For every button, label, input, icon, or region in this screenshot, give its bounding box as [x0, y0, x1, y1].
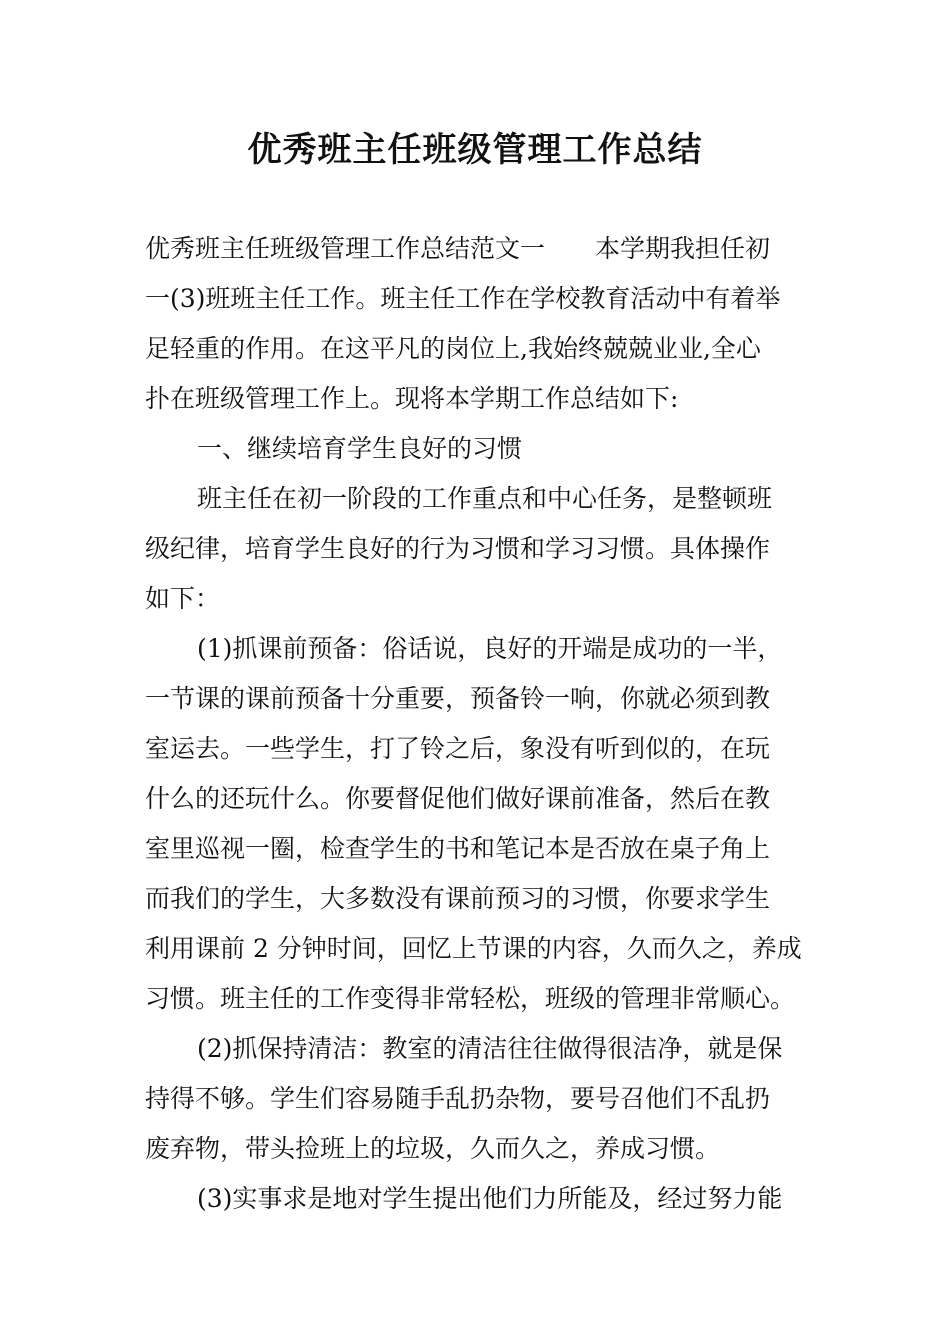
text-line: 习惯。班主任的工作变得非常轻松，班级的管理非常顺心。 [145, 984, 796, 1013]
text-line [145, 224, 807, 274]
text-line: 什么的还玩什么。你要督促他们做好课前准备，然后在教 [145, 784, 771, 813]
text-line: (1)抓课前预备：俗话说，良好的开端是成功的一半， [197, 634, 783, 663]
text-line: 级纪律，培育学生良好的行为习惯和学习习惯。具体操作 [145, 534, 771, 563]
document-title: 优秀班主任班级管理工作总结 [247, 130, 703, 170]
text-line: 足轻重的作用。在这平凡的岗位上,我始终兢兢业业,全心 [145, 334, 761, 363]
text-line: 而我们的学生，大多数没有课前预习的习惯，你要求学生 [145, 884, 771, 913]
text-line: 如下： [145, 584, 221, 613]
text-line: (3)实事求是地对学生提出他们力所能及，经过努力能 [197, 1184, 783, 1213]
section-heading: 一、继续培育学生良好的习惯 [197, 434, 523, 463]
text-line: 室运去。一些学生，打了铃之后，象没有听到似的，在玩 [145, 734, 771, 763]
text-line: (2)抓保持清洁：教室的清洁往往做得很洁净，就是保 [197, 1034, 783, 1063]
text-line: 扑在班级管理工作上。现将本学期工作总结如下: [145, 384, 679, 413]
text-line: 室里巡视一圈，检查学生的书和笔记本是否放在桌子角上 [145, 834, 771, 863]
text-line: 班主任在初一阶段的工作重点和中心任务，是整顿班 [197, 484, 773, 513]
text-segment: 优秀班主任班级管理工作总结范文一 [145, 234, 546, 263]
document-body [145, 224, 807, 1224]
text-line: 一(3)班班主任工作。班主任工作在学校教育活动中有着举 [145, 284, 781, 313]
text-segment: 本学期我担任初 [595, 234, 771, 263]
text-line: 利用课前 2 分钟时间，回忆上节课的内容，久而久之，养成 [145, 934, 802, 963]
text-line: 持得不够。学生们容易随手乱扔杂物，要号召他们不乱扔 [145, 1084, 771, 1113]
text-line: 一节课的课前预备十分重要，预备铃一响，你就必须到教 [145, 684, 771, 713]
text-line: 废弃物，带头捡班上的垃圾，久而久之，养成习惯。 [145, 1134, 721, 1163]
